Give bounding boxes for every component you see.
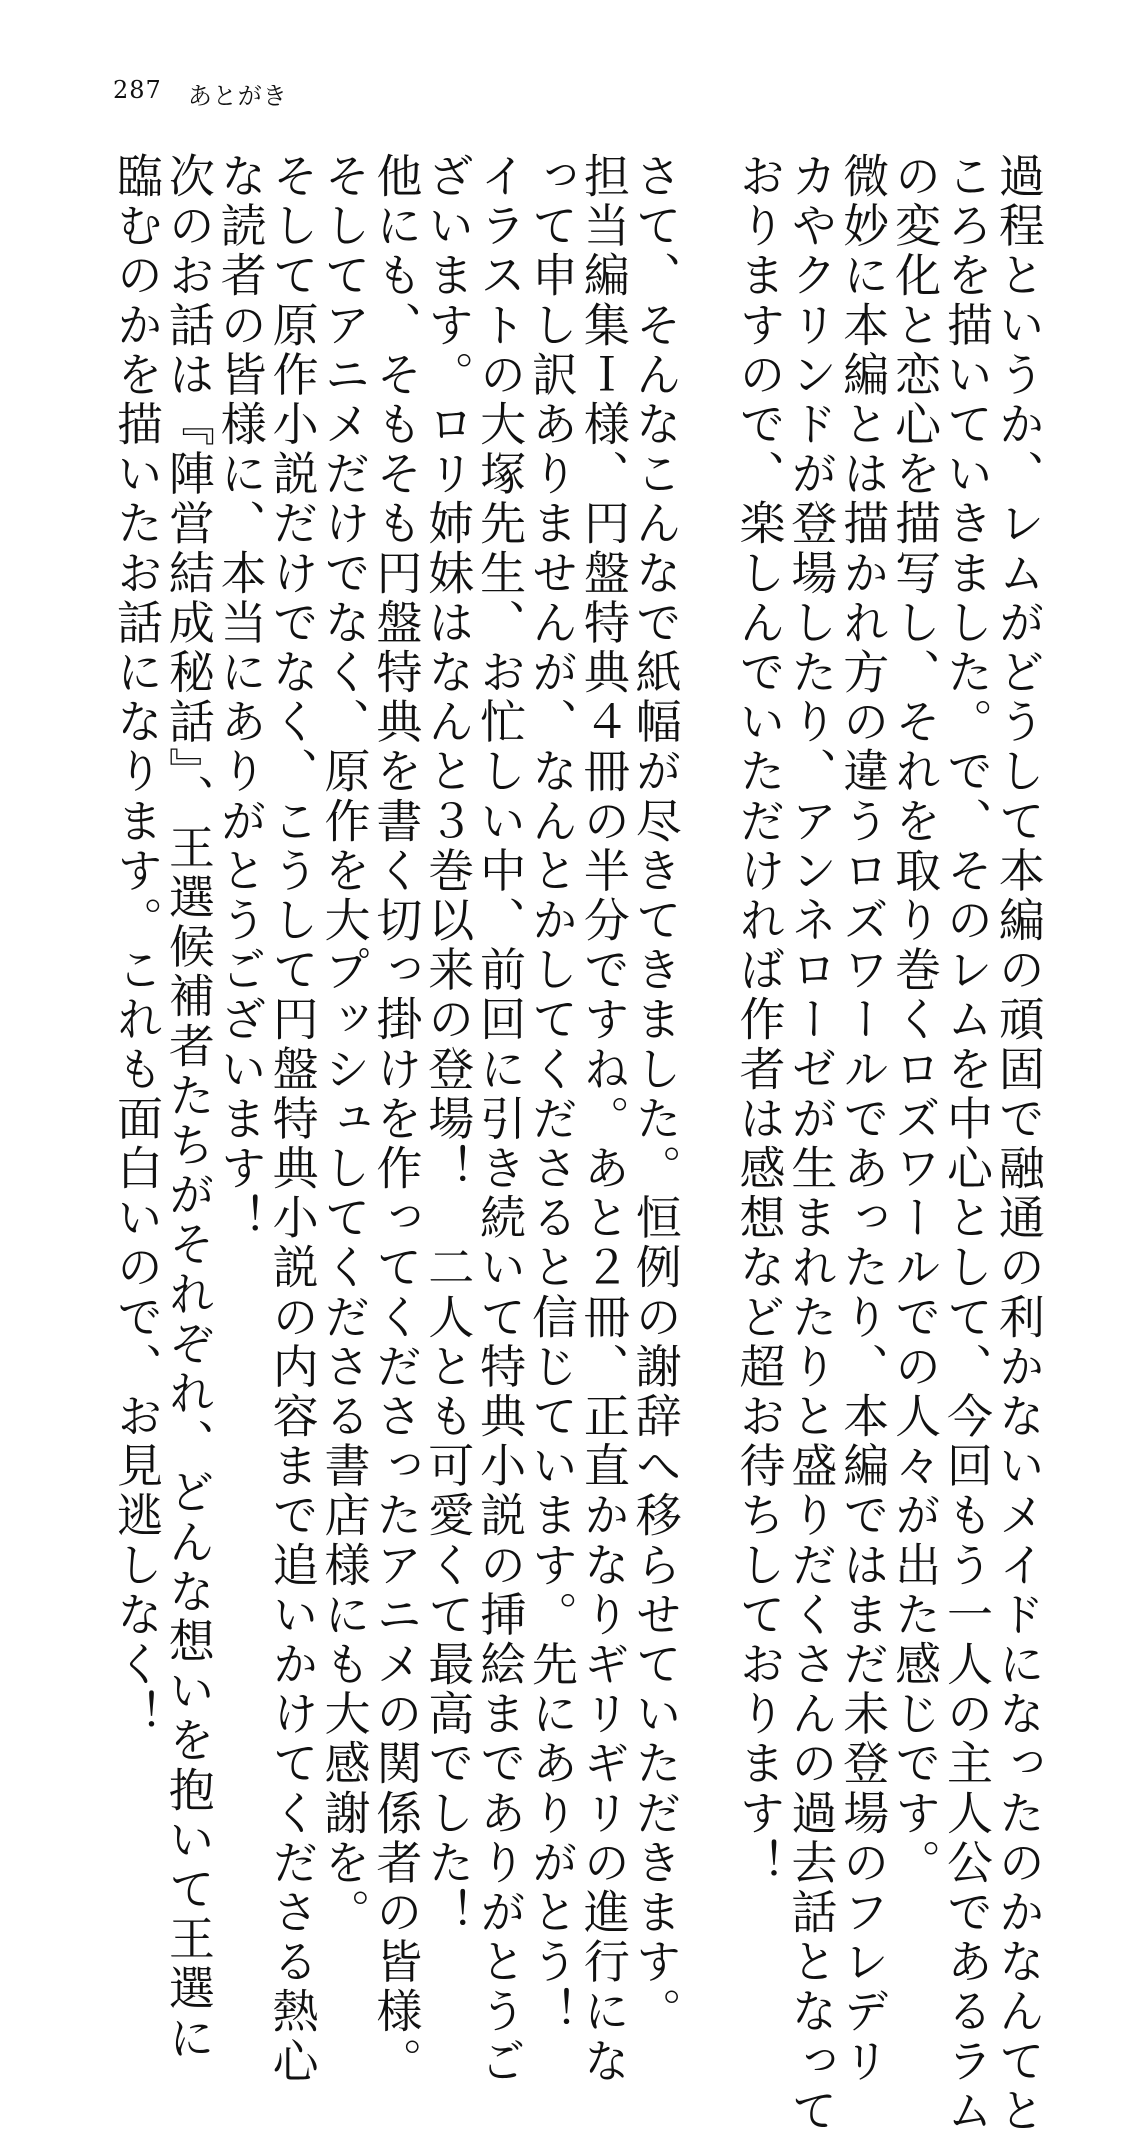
text-line-7: さて、そんなこんなで紙幅が尽きてきました。恒例の謝辞へ移らせていただきます。 — [628, 152, 683, 2037]
text-line-8: 担当編集Ｉ様、円盤特典４冊の半分ですね。あと２冊、正直かなりギリギリの進行にな — [576, 152, 631, 2087]
text-line-5: カやクリンドが登場したり、アンネローゼが生まれたりと盛りだくさんの過去話となって — [784, 152, 839, 2136]
page-number: 287 — [113, 76, 162, 104]
text-line-16: 次のお話は『陣営結成秘話』、王選候補者たちがそれぞれ、どんな想いを抱いて王選に — [161, 152, 216, 2064]
text-line-1: 過程というか、レムがどうして本編の頑固で融通の利かないメイドになったのかなんてと — [991, 152, 1046, 2136]
text-line-15: な読者の皆様に、本当にありがとうございます！ — [213, 152, 268, 1244]
paragraph-gap — [683, 152, 731, 1592]
vertical-text-body — [110, 152, 1046, 2136]
text-line-6: おりますので、楽しんでいただければ作者は感想など超お待ちしております！ — [732, 152, 787, 1888]
text-line-2: ころを描いていきました。で、そのレムを中心として、今回もう一人の主人公であるラム — [940, 152, 994, 2136]
text-line-3: の変化と恋心を描写し、それを取り巻くロズワールでの人々が出た感じです。 — [888, 152, 943, 1888]
text-line-11: ざいます。ロリ姉妹はなんと３巻以来の登場！ 二人とも可愛くて最高でした！ — [421, 152, 476, 1938]
text-line-12: 他にも、そもそも円盤特典を書く切っ掛けを作ってくださったアニメの関係者の皆様。 — [369, 152, 424, 2087]
text-line-17: 臨むのかを描いたお話になります。これも面白いので、お見逃しなく！ — [110, 152, 164, 1740]
section-title: あとがき — [187, 82, 288, 110]
text-line-14: そして原作小説だけでなく、こうして円盤特典小説の内容まで追いかけてくださる熱心 — [265, 152, 320, 2087]
text-line-10: イラストの大塚先生、お忙しい中、前回に引き続いて特典小説の挿絵までありがとうご — [473, 152, 528, 2087]
page-header — [113, 76, 288, 111]
text-line-9: って申し訳ありませんが、なんとかしてくださると信じています。先にありがとう！ — [525, 152, 579, 2037]
text-line-4: 微妙に本編とは描かれ方の違うロズワールであったり、本編ではまだ未登場のフレデリ — [836, 152, 891, 2087]
text-line-13: そしてアニメだけでなく、原作を大プッシュしてくださる書店様にも大感謝を。 — [317, 152, 372, 1938]
